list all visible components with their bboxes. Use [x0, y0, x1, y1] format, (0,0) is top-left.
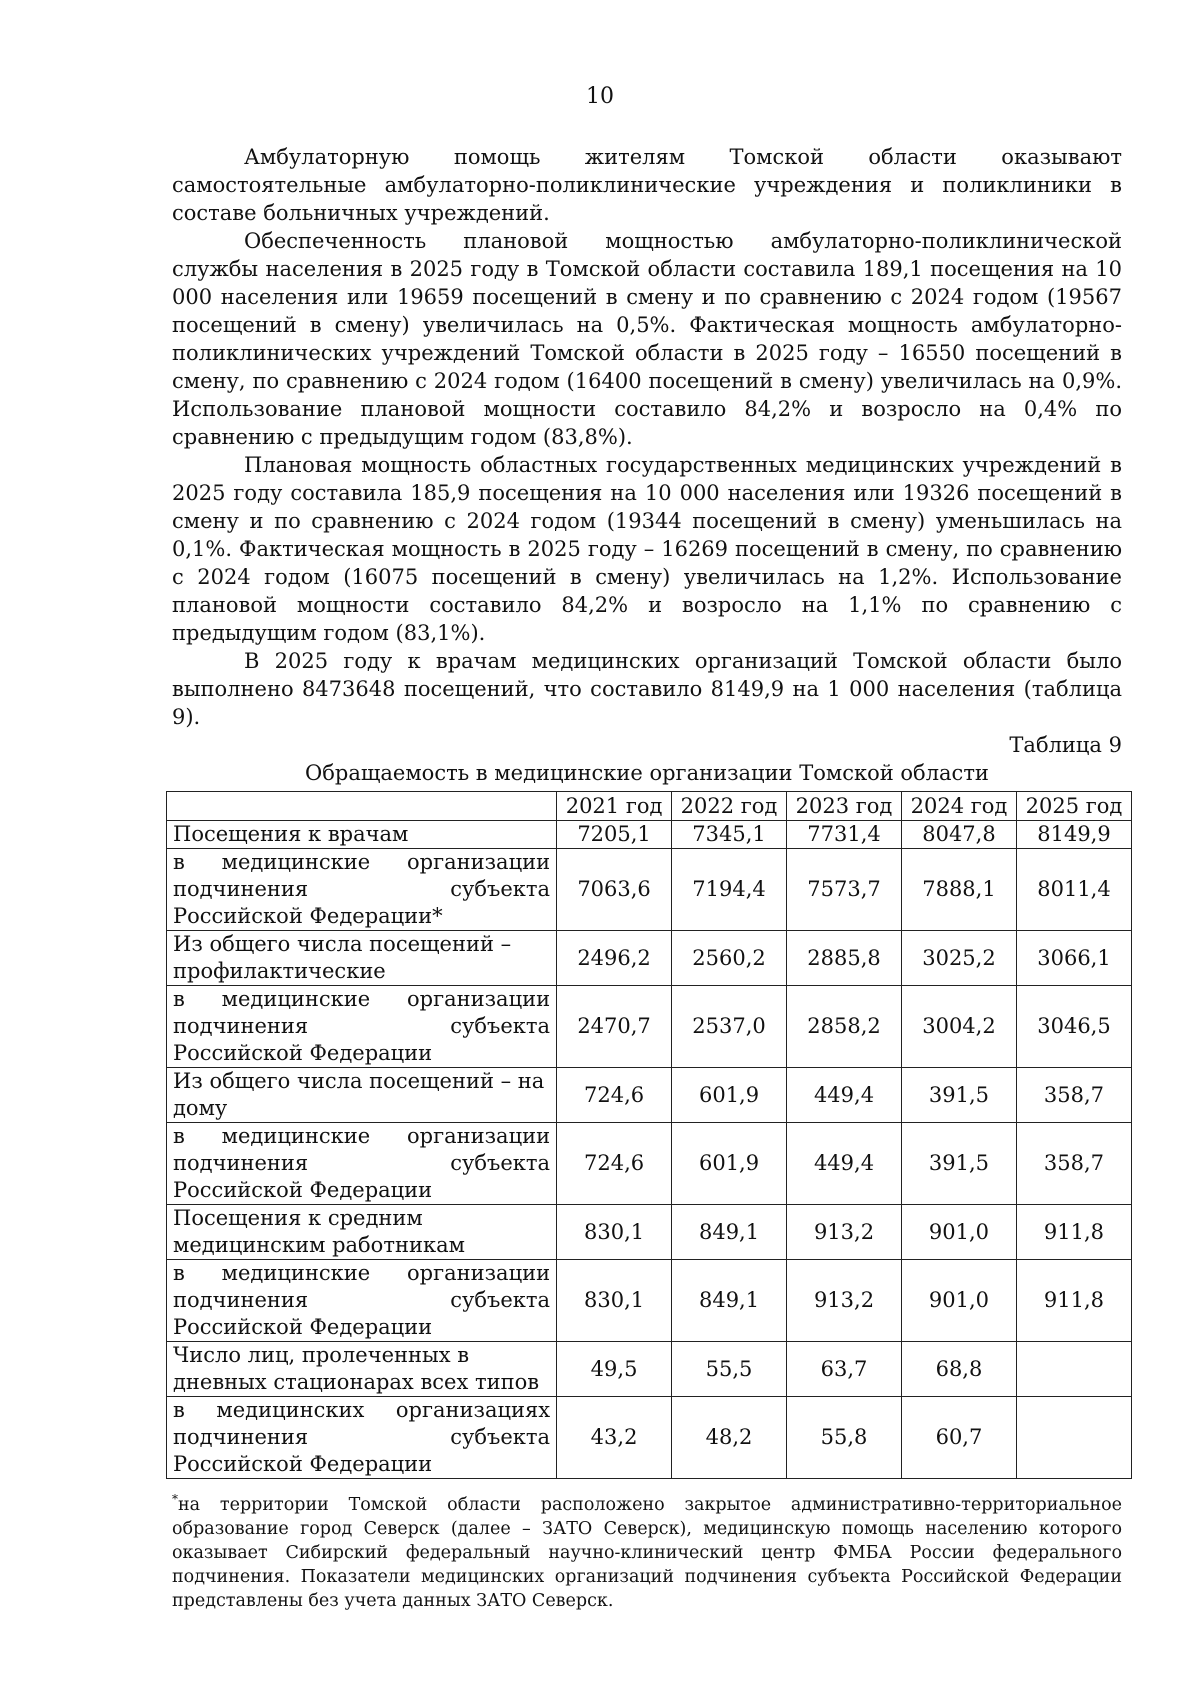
- document-body: [172, 143, 1122, 1613]
- table-cell: 724,6: [557, 1068, 672, 1123]
- header-cell: 2022 год: [672, 792, 787, 821]
- table-cell: 3025,2: [901, 931, 1016, 986]
- table-cell: 55,5: [672, 1342, 787, 1397]
- table-cell: 2858,2: [787, 986, 902, 1068]
- table-cell: 8047,8: [901, 821, 1016, 849]
- header-cell: 2025 год: [1016, 792, 1131, 821]
- table-row: [167, 849, 1132, 931]
- table-cell: 8011,4: [1016, 849, 1131, 931]
- table-row: [167, 1068, 1132, 1123]
- table-row: [167, 986, 1132, 1068]
- paragraph-2: Обеспеченность плановой мощностью амбулаторно-поликлинической службы населения в 2025 году в Томской области составила 189,1 посещения на 10 000 населения или 19659 посещений в смену и по сравнению с 2024 годом (19567 посещений в смену) увеличилась на 0,5%. Фактическая мощность амбулаторно-поликлинических учреждений Томской области в 2025 году – 16550 посещений в смену, по сравнению с 2024 годом (16400 посещений в смену) увеличилась на 0,9%. Использование плановой мощности составило 84,2% и возросло на 0,4% по сравнению с предыдущим годом (83,8%).: [172, 229, 1122, 449]
- table-cell: 830,1: [557, 1205, 672, 1260]
- table-row: [167, 1123, 1132, 1205]
- table-cell: 49,5: [557, 1342, 672, 1397]
- table-cell: 63,7: [787, 1342, 902, 1397]
- table-cell: 901,0: [901, 1260, 1016, 1342]
- paragraph-3: Плановая мощность областных государственных медицинских учреждений в 2025 году составила 185,9 посещения на 10 000 населения или 19326 посещений в смену и по сравнению с 2024 годом (19344 посещений в смену) уменьшилась на 0,1%. Фактическая мощность в 2025 году – 16269 посещений в смену, по сравнению с 2024 годом (16075 посещений в смену) увеличилась на 1,2%. Использование плановой мощности составило 84,2% и возросло на 1,1% по сравнению с предыдущим годом (83,1%).: [172, 453, 1122, 645]
- table-cell: 7063,6: [557, 849, 672, 931]
- table-cell: 7205,1: [557, 821, 672, 849]
- table-cell: 2537,0: [672, 986, 787, 1068]
- table-cell: 911,8: [1016, 1260, 1131, 1342]
- table-cell: 7573,7: [787, 849, 902, 931]
- table-row: [167, 821, 1132, 849]
- header-cell: 2023 год: [787, 792, 902, 821]
- table-cell: 449,4: [787, 1123, 902, 1205]
- table-title: Обращаемость в медицинские организации Томской области: [305, 761, 989, 785]
- table-cell: 391,5: [901, 1068, 1016, 1123]
- table-cell: 3004,2: [901, 986, 1016, 1068]
- statistics-table: [166, 791, 1132, 1479]
- table-cell: 2496,2: [557, 931, 672, 986]
- table-cell: 358,7: [1016, 1068, 1131, 1123]
- table-cell: 849,1: [672, 1260, 787, 1342]
- table-cell: 601,9: [672, 1068, 787, 1123]
- row-label: в медицинские организации подчинения субъекта Российской Федерации*: [167, 849, 557, 931]
- table-cell: 849,1: [672, 1205, 787, 1260]
- row-label: в медицинские организации подчинения субъекта Российской Федерации: [167, 1123, 557, 1205]
- table-cell: 724,6: [557, 1123, 672, 1205]
- table-cell: 48,2: [672, 1397, 787, 1479]
- table-cell: 7888,1: [901, 849, 1016, 931]
- footnote-marker: *: [172, 1492, 178, 1506]
- paragraph-4: В 2025 году к врачам медицинских организаций Томской области было выполнено 8473648 посещений, что составило 8149,9 на 1 000 населения (таблица 9).: [172, 649, 1122, 729]
- table-cell: 8149,9: [1016, 821, 1131, 849]
- table-cell: 2470,7: [557, 986, 672, 1068]
- table-cell: 2560,2: [672, 931, 787, 986]
- footnote-text: на территории Томской области расположено закрытое административно-территориальное образование город Северск (далее – ЗАТО Северск), медицинскую помощь населению которого оказывает Сибирский федеральный научно-клинический центр ФМБА России федерального подчинения. Показатели медицинских организаций подчинения субъекта Российской Федерации представлены без учета данных ЗАТО Северск.: [172, 1494, 1122, 1611]
- row-label: Посещения к врачам: [167, 821, 557, 849]
- table-cell: 913,2: [787, 1260, 902, 1342]
- footnote: [172, 1487, 1122, 1613]
- header-cell: 2021 год: [557, 792, 672, 821]
- table-cell: 7345,1: [672, 821, 787, 849]
- table-cell: 60,7: [901, 1397, 1016, 1479]
- header-cell: 2024 год: [901, 792, 1016, 821]
- table-row: [167, 1397, 1132, 1479]
- table-cell: 68,8: [901, 1342, 1016, 1397]
- table-cell: 2885,8: [787, 931, 902, 986]
- row-label: Посещения к средним медицинским работникам: [167, 1205, 557, 1260]
- table-row: [167, 931, 1132, 986]
- row-label: Из общего числа посещений – профилактические: [167, 931, 557, 986]
- header-cell: [167, 792, 557, 821]
- row-label: в медицинские организации подчинения субъекта Российской Федерации: [167, 1260, 557, 1342]
- row-label: в медицинские организации подчинения субъекта Российской Федерации: [167, 986, 557, 1068]
- table-cell: 449,4: [787, 1068, 902, 1123]
- table-cell: 830,1: [557, 1260, 672, 1342]
- page-number: 10: [586, 84, 614, 109]
- table-cell: 3046,5: [1016, 986, 1131, 1068]
- table-cell: [1016, 1342, 1131, 1397]
- row-label: в медицинских организациях подчинения субъекта Российской Федерации: [167, 1397, 557, 1479]
- table-label: Таблица 9: [1009, 733, 1122, 757]
- table-cell: 601,9: [672, 1123, 787, 1205]
- table-row: [167, 1205, 1132, 1260]
- table-row: [167, 1260, 1132, 1342]
- paragraph-1: Амбулаторную помощь жителям Томской области оказывают самостоятельные амбулаторно-поликлинические учреждения и поликлиники в составе больничных учреждений.: [172, 145, 1122, 225]
- row-label: Число лиц, пролеченных в дневных стационарах всех типов: [167, 1342, 557, 1397]
- table-cell: 55,8: [787, 1397, 902, 1479]
- table-cell: 911,8: [1016, 1205, 1131, 1260]
- table-cell: 358,7: [1016, 1123, 1131, 1205]
- table-cell: 7194,4: [672, 849, 787, 931]
- table-cell: 391,5: [901, 1123, 1016, 1205]
- row-label: Из общего числа посещений – на дому: [167, 1068, 557, 1123]
- table-cell: 913,2: [787, 1205, 902, 1260]
- table-cell: 7731,4: [787, 821, 902, 849]
- table-cell: 43,2: [557, 1397, 672, 1479]
- table-header-row: [167, 792, 1132, 821]
- table-cell: [1016, 1397, 1131, 1479]
- table-row: [167, 1342, 1132, 1397]
- table-cell: 901,0: [901, 1205, 1016, 1260]
- table-cell: 3066,1: [1016, 931, 1131, 986]
